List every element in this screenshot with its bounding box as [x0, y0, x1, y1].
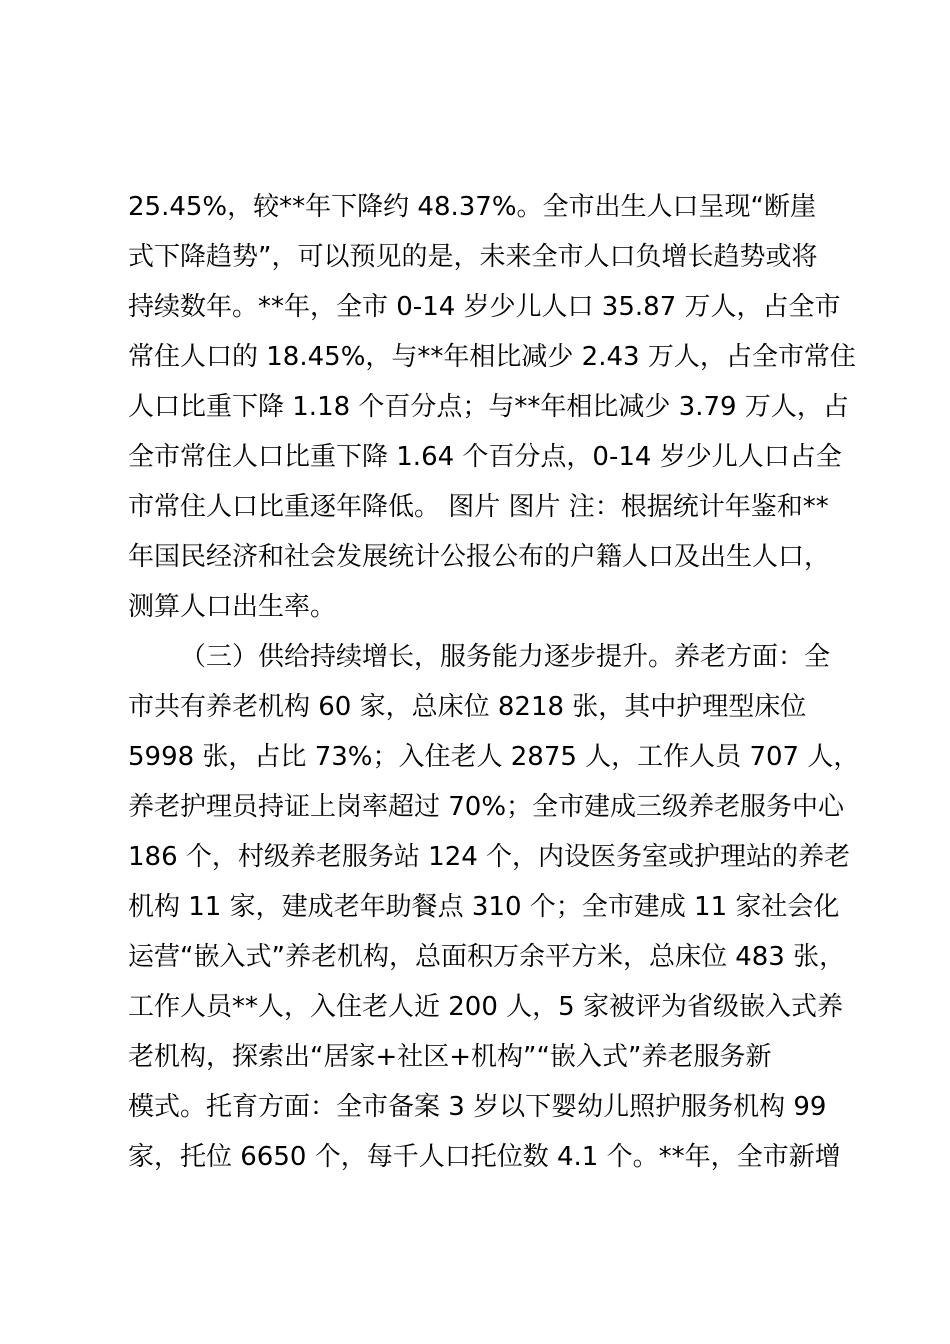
text-line: 常住人口的 18.45%，与**年相比减少 2.43 万人，占全市常住	[128, 342, 856, 372]
text-line: 人口比重下降 1.18 个百分点；与**年相比减少 3.79 万人，占	[128, 392, 849, 422]
text-line: 市常住人口比重逐年降低。 图片 图片 注：根据统计年鉴和**	[128, 492, 829, 522]
text-line: 测算人口出生率。	[128, 592, 337, 622]
text-line: 老机构，探索出“居家+社区+机构”“嵌入式”养老服务新	[128, 1042, 772, 1072]
text-line: 25.45%，较**年下降约 48.37%。全市出生人口呈现“断崖	[128, 192, 817, 222]
text-line: 持续数年。**年，全市 0-14 岁少儿人口 35.87 万人，占全市	[128, 292, 841, 322]
text-line: 市共有养老机构 60 家，总床位 8218 张，其中护理型床位	[128, 692, 807, 722]
text-line: 5998 张，占比 73%；入住老人 2875 人，工作人员 707 人，	[128, 742, 860, 772]
text-line: 家，托位 6650 个，每千人口托位数 4.1 个。**年，全市新增	[128, 1142, 841, 1172]
body-text	[128, 182, 860, 1182]
text-line: 年国民经济和社会发展统计公报公布的户籍人口及出生人口，	[128, 542, 831, 572]
text-line: 机构 11 家，建成老年助餐点 310 个；全市建成 11 家社会化	[128, 892, 840, 922]
text-line: 工作人员**人，入住老人近 200 人，5 家被评为省级嵌入式养	[128, 992, 843, 1022]
text-line: 式下降趋势”，可以预见的是，未来全市人口负增长趋势或将	[128, 242, 818, 272]
text-line: 模式。托育方面：全市备案 3 岁以下婴幼儿照护服务机构 99	[128, 1092, 827, 1122]
text-line: 全市常住人口比重下降 1.64 个百分点，0-14 岁少儿人口占全	[128, 442, 842, 472]
text-line: 186 个，村级养老服务站 124 个，内设医务室或护理站的养老	[128, 842, 851, 872]
text-line: 养老护理员持证上岗率超过 70%；全市建成三级养老服务中心	[128, 792, 845, 822]
text-line: 运营“嵌入式”养老机构，总面积万余平方米，总床位 483 张，	[128, 942, 846, 972]
section-heading-line: （三）供给持续增长，服务能力逐步提升。养老方面：全	[180, 642, 831, 672]
